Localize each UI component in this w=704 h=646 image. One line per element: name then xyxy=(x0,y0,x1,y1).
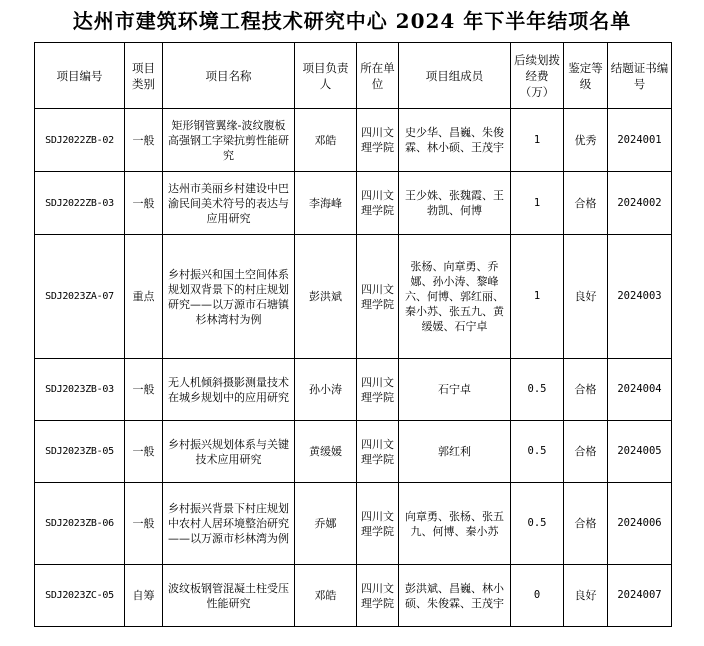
cell-unit: 四川文理学院 xyxy=(357,421,399,483)
cell-code: SDJ2022ZB-03 xyxy=(35,172,125,235)
cell-unit: 四川文理学院 xyxy=(357,109,399,172)
col-header-category: 项目类别 xyxy=(125,43,163,109)
cell-unit: 四川文理学院 xyxy=(357,359,399,421)
cell-members: 王少姝、张魏霞、王勃凯、何博 xyxy=(399,172,511,235)
cell-category: 重点 xyxy=(125,235,163,359)
result-table xyxy=(34,42,672,627)
cell-members: 郭红利 xyxy=(399,421,511,483)
cell-grade: 合格 xyxy=(564,359,608,421)
cell-code: SDJ2023ZC-05 xyxy=(35,565,125,627)
cell-unit: 四川文理学院 xyxy=(357,483,399,565)
cell-code: SDJ2022ZB-02 xyxy=(35,109,125,172)
cell-category: 自筹 xyxy=(125,565,163,627)
col-header-code: 项目编号 xyxy=(35,43,125,109)
cell-members: 向章勇、张杨、张五九、何博、秦小苏 xyxy=(399,483,511,565)
cell-code: SDJ2023ZA-07 xyxy=(35,235,125,359)
table-row xyxy=(35,565,672,627)
cell-funding: 0 xyxy=(511,565,564,627)
cell-leader: 黄缓媛 xyxy=(295,421,357,483)
cell-category: 一般 xyxy=(125,172,163,235)
cell-grade: 良好 xyxy=(564,565,608,627)
cell-name: 乡村振兴背景下村庄规划中农村人居环境整治研究——以万源市杉林湾为例 xyxy=(163,483,295,565)
cell-funding: 1 xyxy=(511,109,564,172)
table-row xyxy=(35,172,672,235)
cell-category: 一般 xyxy=(125,359,163,421)
table-row xyxy=(35,483,672,565)
cell-leader: 乔娜 xyxy=(295,483,357,565)
cell-leader: 李海峰 xyxy=(295,172,357,235)
cell-funding: 0.5 xyxy=(511,359,564,421)
cell-name: 达州市美丽乡村建设中巴渝民间美术符号的表达与应用研究 xyxy=(163,172,295,235)
cell-grade: 优秀 xyxy=(564,109,608,172)
cell-grade: 合格 xyxy=(564,483,608,565)
cell-name: 矩形钢管翼缘-波纹腹板高强钢工字梁抗剪性能研究 xyxy=(163,109,295,172)
cell-leader: 邓皓 xyxy=(295,109,357,172)
cell-code: SDJ2023ZB-03 xyxy=(35,359,125,421)
cell-code: SDJ2023ZB-06 xyxy=(35,483,125,565)
col-header-unit: 所在单位 xyxy=(357,43,399,109)
col-header-funding: 后续划拨经费（万） xyxy=(511,43,564,109)
cell-cert: 2024001 xyxy=(608,109,672,172)
cell-cert: 2024003 xyxy=(608,235,672,359)
cell-funding: 0.5 xyxy=(511,421,564,483)
table-row xyxy=(35,109,672,172)
cell-members: 史少华、昌巍、朱俊霖、林小硕、王茂宇 xyxy=(399,109,511,172)
cell-cert: 2024002 xyxy=(608,172,672,235)
cell-leader: 孙小涛 xyxy=(295,359,357,421)
document-title: 达州市建筑环境工程技术研究中心 2024 年下半年结项名单 xyxy=(72,9,632,33)
cell-members: 彭洪斌、昌巍、林小硕、朱俊霖、王茂宇 xyxy=(399,565,511,627)
col-header-cert: 结题证书编号 xyxy=(608,43,672,109)
table-header-row xyxy=(35,43,672,109)
cell-name: 乡村振兴和国土空间体系规划双背景下的村庄规划研究——以万源市石塘镇杉林湾村为例 xyxy=(163,235,295,359)
cell-category: 一般 xyxy=(125,109,163,172)
cell-grade: 良好 xyxy=(564,235,608,359)
table-row xyxy=(35,421,672,483)
cell-unit: 四川文理学院 xyxy=(357,565,399,627)
cell-grade: 合格 xyxy=(564,421,608,483)
table-row xyxy=(35,359,672,421)
cell-leader: 彭洪斌 xyxy=(295,235,357,359)
col-header-name: 项目名称 xyxy=(163,43,295,109)
cell-name: 乡村振兴规划体系与关键技术应用研究 xyxy=(163,421,295,483)
cell-funding: 0.5 xyxy=(511,483,564,565)
cell-leader: 邓皓 xyxy=(295,565,357,627)
cell-members: 石宁卓 xyxy=(399,359,511,421)
cell-unit: 四川文理学院 xyxy=(357,172,399,235)
col-header-leader: 项目负责人 xyxy=(295,43,357,109)
cell-grade: 合格 xyxy=(564,172,608,235)
cell-name: 波纹板钢管混凝土柱受压性能研究 xyxy=(163,565,295,627)
cell-category: 一般 xyxy=(125,421,163,483)
col-header-grade: 鉴定等级 xyxy=(564,43,608,109)
cell-members: 张杨、向章勇、乔娜、孙小涛、黎峰六、何博、郭红丽、秦小苏、张五九、黄缓媛、石宁卓 xyxy=(399,235,511,359)
col-header-members: 项目组成员 xyxy=(399,43,511,109)
cell-unit: 四川文理学院 xyxy=(357,235,399,359)
cell-name: 无人机倾斜摄影测量技术在城乡规划中的应用研究 xyxy=(163,359,295,421)
table-row xyxy=(35,235,672,359)
cell-cert: 2024006 xyxy=(608,483,672,565)
cell-funding: 1 xyxy=(511,172,564,235)
cell-cert: 2024007 xyxy=(608,565,672,627)
cell-category: 一般 xyxy=(125,483,163,565)
cell-code: SDJ2023ZB-05 xyxy=(35,421,125,483)
cell-cert: 2024005 xyxy=(608,421,672,483)
cell-funding: 1 xyxy=(511,235,564,359)
cell-cert: 2024004 xyxy=(608,359,672,421)
